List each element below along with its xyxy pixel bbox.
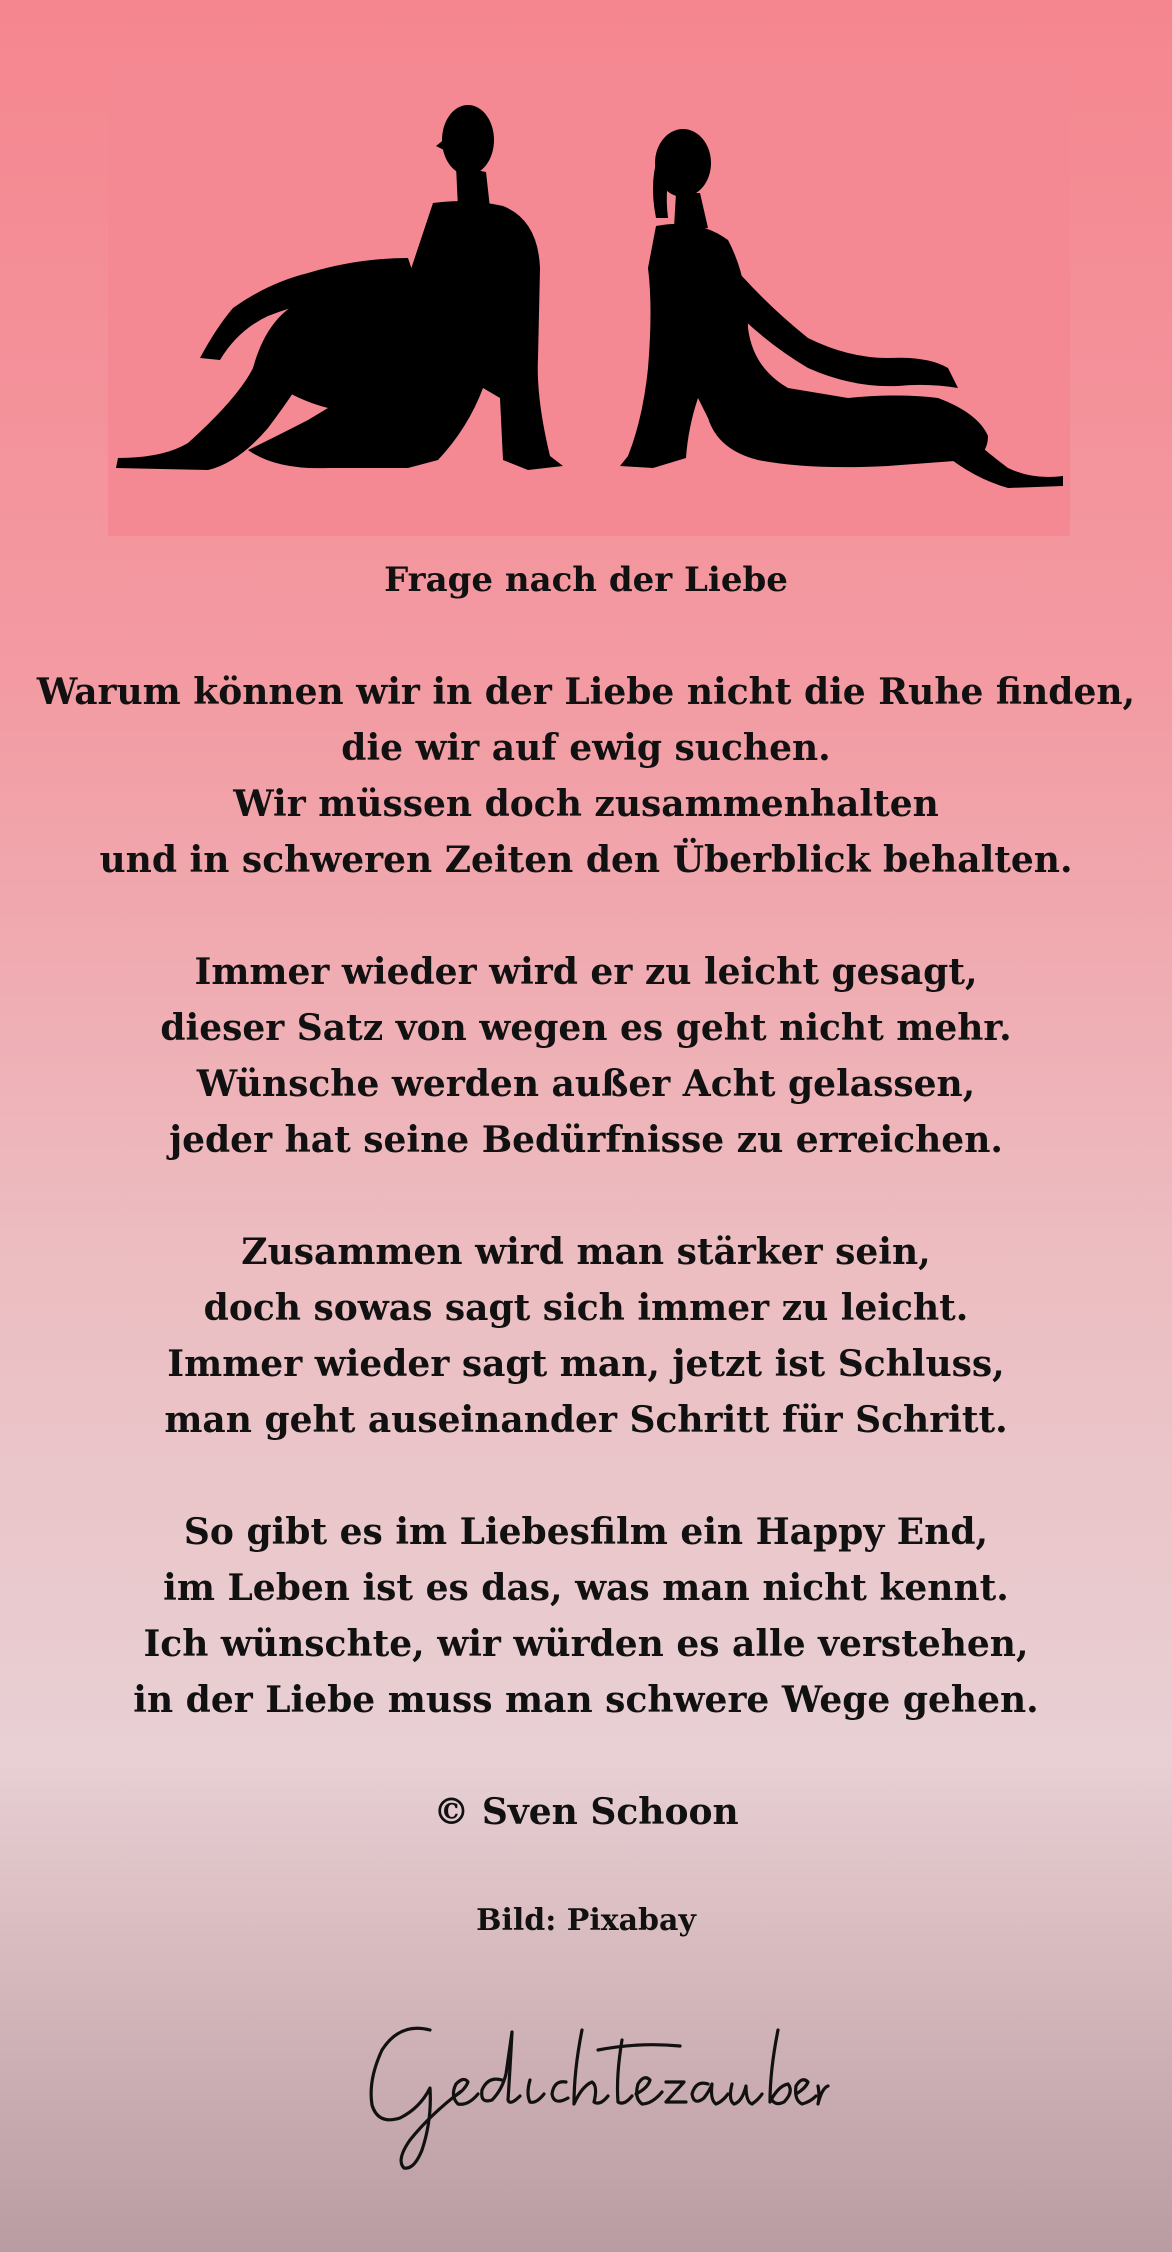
gedichtezauber-signature-logo bbox=[360, 2010, 830, 2180]
poem-line: im Leben ist es das, was man nicht kennt. bbox=[163, 1567, 1009, 1609]
image-credit: Bild: Pixabay bbox=[476, 1903, 696, 1938]
stanza-1 bbox=[0, 664, 1172, 888]
couple-silhouette-illustration bbox=[108, 68, 1070, 536]
stanza-2 bbox=[0, 944, 1172, 1168]
poem-line: Immer wieder sagt man, jetzt ist Schluss, bbox=[167, 1343, 1005, 1385]
poem-line: Wir müssen doch zusammenhalten bbox=[233, 783, 939, 825]
poem-line: So gibt es im Liebesfilm ein Happy End, bbox=[183, 1511, 989, 1553]
poem-line: in der Liebe muss man schwere Wege gehen. bbox=[133, 1679, 1039, 1721]
stanza-4 bbox=[0, 1504, 1172, 1728]
poem-line: jeder hat seine Bedürfnisse zu erreichen. bbox=[169, 1119, 1003, 1161]
poem-line: die wir auf ewig suchen. bbox=[341, 727, 831, 769]
poem-title: Frage nach der Liebe bbox=[384, 560, 788, 600]
poem-line: dieser Satz von wegen es geht nicht mehr. bbox=[160, 1007, 1012, 1049]
couple-silhouette-icon bbox=[108, 68, 1070, 536]
poem-line: und in schweren Zeiten den Überblick behalten. bbox=[99, 839, 1073, 881]
stanza-3 bbox=[0, 1224, 1172, 1448]
poem-line: doch sowas sagt sich immer zu leicht. bbox=[203, 1287, 969, 1329]
copyright-notice: © Sven Schoon bbox=[433, 1791, 739, 1833]
poem-line: Zusammen wird man stärker sein, bbox=[241, 1231, 931, 1273]
poem-line: Wünsche werden außer Acht gelassen, bbox=[196, 1063, 976, 1105]
poem-line: Warum können wir in der Liebe nicht die Ruhe finden, bbox=[36, 671, 1136, 713]
signature-icon bbox=[360, 2010, 830, 2180]
poem-line: Immer wieder wird er zu leicht gesagt, bbox=[194, 951, 978, 993]
poem-line: Ich wünschte, wir würden es alle verstehen, bbox=[143, 1623, 1029, 1665]
poem-line: man geht auseinander Schritt für Schritt. bbox=[164, 1399, 1008, 1441]
